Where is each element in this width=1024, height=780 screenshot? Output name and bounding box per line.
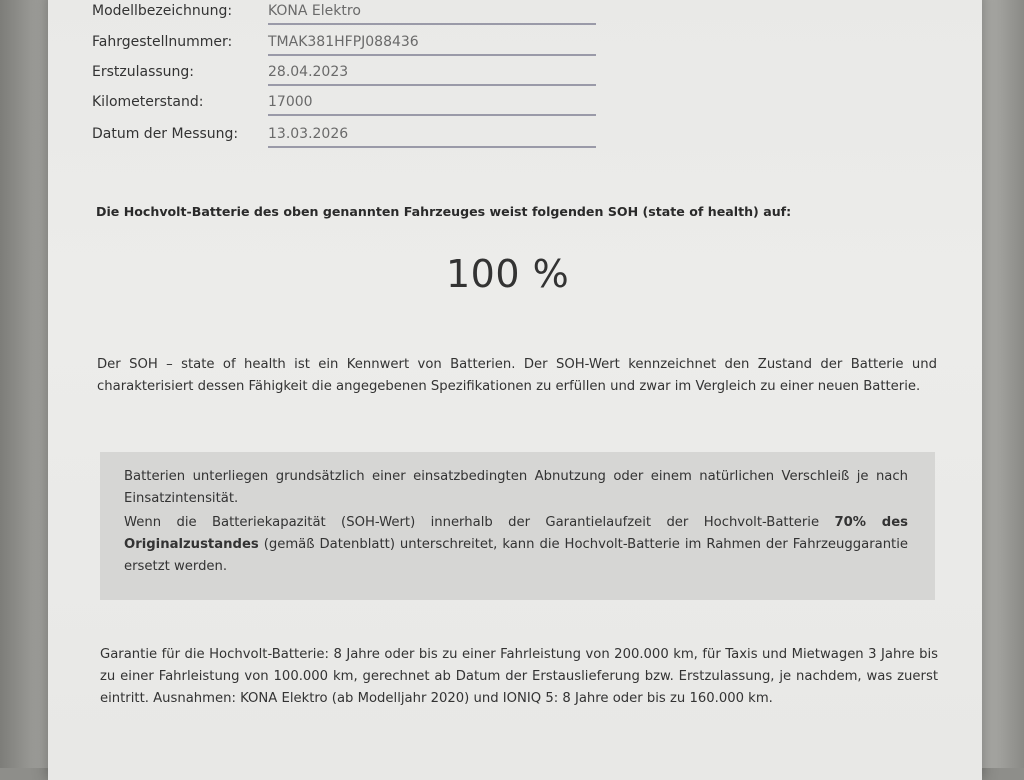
field-model-label: Modellbezeichnung: — [92, 3, 233, 19]
soh-intro-text: Die Hochvolt-Batterie des oben genannten Fahrzeuges weist folgenden SOH (state of health) auf: — [96, 204, 792, 219]
field-vin-label: Fahrgestellnummer: — [92, 34, 233, 50]
field-registration-value: 28.04.2023 — [268, 64, 596, 86]
field-mileage-label: Kilometerstand: — [92, 94, 204, 110]
soh-value: 100 % — [446, 252, 570, 296]
field-model-value: KONA Elektro — [268, 3, 596, 25]
field-mileage-value: 17000 — [268, 94, 596, 116]
info-box-text-end: (gemäß Datenblatt) unterschreitet, kann die Hochvolt-Batterie im Rahmen der Fahrzeuggarantie ersetzt werden. — [124, 537, 908, 574]
field-measurement-date-label: Datum der Messung: — [92, 126, 239, 142]
field-model — [92, 1, 612, 25]
info-box-threshold: 70% des Originalzustandes — [124, 515, 909, 552]
info-box-text-start: Wenn die Batteriekapazität (SOH-Wert) innerhalb der Garantielaufzeit der Hochvolt-Batterie — [124, 515, 835, 530]
field-registration — [92, 62, 612, 86]
info-box-warranty-condition — [124, 512, 908, 578]
document-sheet — [48, 0, 982, 780]
field-registration-label: Erstzulassung: — [92, 64, 195, 80]
warranty-text: Garantie für die Hochvolt-Batterie: 8 Jahre oder bis zu einer Fahrleistung von 200.000 km, für Taxis und Mietwagen 3 Jahre bis zu einer Fahrleistung von 100.000 km, gerechnet ab Datum der Erstauslieferung bzw. Erstzulassung, je nachdem, was zuerst eintritt. Ausnahmen: KONA Elektro (ab Modelljahr 2020) und IONIQ 5: 8 Jahre oder bis zu 160.000 km. — [100, 647, 938, 706]
background-left — [0, 0, 52, 768]
soh-explanation: Der SOH – state of health ist ein Kennwert von Batterien. Der SOH-Wert kennzeichnet den Zustand der Batterie und charakterisiert dessen Fähigkeit die angegebenen Spezifikationen zu erfüllen und zwar im Vergleich zu einer neuen Batterie. — [97, 357, 937, 394]
field-measurement-date — [92, 124, 612, 148]
field-vin-value: TMAK381HFPJ088436 — [268, 34, 596, 56]
field-vin — [92, 32, 612, 56]
info-box-wear-text: Batterien unterliegen grundsätzlich einer einsatzbedingten Abnutzung oder einem natürlichen Verschleiß je nach Einsatzintensität. — [124, 469, 908, 506]
background-right — [980, 0, 1024, 768]
field-measurement-date-value: 13.03.2026 — [268, 126, 596, 148]
field-mileage — [92, 92, 612, 116]
